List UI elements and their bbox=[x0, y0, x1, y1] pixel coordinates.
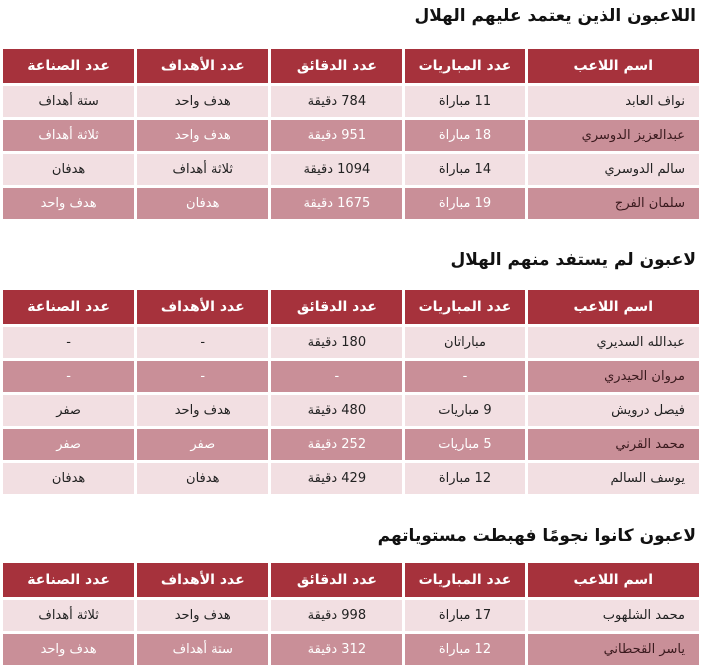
table-row bbox=[3, 154, 699, 185]
cell-assists: ثلاثة أهداف bbox=[3, 120, 134, 151]
cell-goals: ستة أهداف bbox=[137, 634, 268, 665]
cell-matches: 19 مباراة bbox=[405, 188, 524, 219]
header-assists: عدد الصناعة bbox=[3, 49, 134, 83]
table-unused-players bbox=[0, 287, 702, 497]
cell-matches: 12 مباراة bbox=[405, 634, 524, 665]
cell-minutes: 1094 دقيقة bbox=[271, 154, 402, 185]
cell-minutes: 480 دقيقة bbox=[271, 395, 402, 426]
cell-matches: 12 مباراة bbox=[405, 463, 524, 494]
cell-matches: - bbox=[405, 361, 524, 392]
cell-assists: - bbox=[3, 361, 134, 392]
cell-player-name: ياسر القحطاني bbox=[528, 634, 700, 665]
cell-player-name: مروان الحيدري bbox=[528, 361, 700, 392]
cell-assists: هدفان bbox=[3, 154, 134, 185]
header-row bbox=[3, 290, 699, 324]
cell-goals: هدف واحد bbox=[137, 600, 268, 631]
header-matches: عدد المباريات bbox=[405, 563, 524, 597]
cell-goals: ثلاثة أهداف bbox=[137, 154, 268, 185]
cell-player-name: محمد القرني bbox=[528, 429, 700, 460]
cell-matches: 9 مباريات bbox=[405, 395, 524, 426]
section-3-title: لاعبون كانوا نجومًا فهبطت مستوياتهم bbox=[377, 526, 696, 546]
table-row bbox=[3, 463, 699, 494]
cell-goals: صفر bbox=[137, 429, 268, 460]
cell-goals: هدف واحد bbox=[137, 86, 268, 117]
header-matches: عدد المباريات bbox=[405, 290, 524, 324]
cell-assists: - bbox=[3, 327, 134, 358]
cell-goals: - bbox=[137, 361, 268, 392]
header-row bbox=[3, 563, 699, 597]
table-row bbox=[3, 188, 699, 219]
section-1-title: اللاعبون الذين يعتمد عليهم الهلال bbox=[414, 6, 696, 26]
cell-minutes: 784 دقيقة bbox=[271, 86, 402, 117]
cell-minutes: 429 دقيقة bbox=[271, 463, 402, 494]
cell-assists: صفر bbox=[3, 395, 134, 426]
header-goals: عدد الأهداف bbox=[137, 49, 268, 83]
header-goals: عدد الأهداف bbox=[137, 563, 268, 597]
cell-goals: - bbox=[137, 327, 268, 358]
cell-minutes: - bbox=[271, 361, 402, 392]
header-assists: عدد الصناعة bbox=[3, 290, 134, 324]
table-row bbox=[3, 429, 699, 460]
cell-assists: صفر bbox=[3, 429, 134, 460]
table-row bbox=[3, 395, 699, 426]
header-matches: عدد المباريات bbox=[405, 49, 524, 83]
table-row bbox=[3, 600, 699, 631]
cell-goals: هدفان bbox=[137, 463, 268, 494]
cell-goals: هدف واحد bbox=[137, 395, 268, 426]
cell-player-name: سالم الدوسري bbox=[528, 154, 700, 185]
cell-minutes: 252 دقيقة bbox=[271, 429, 402, 460]
cell-assists: ستة أهداف bbox=[3, 86, 134, 117]
header-goals: عدد الأهداف bbox=[137, 290, 268, 324]
cell-player-name: سلمان الفرج bbox=[528, 188, 700, 219]
cell-matches: 11 مباراة bbox=[405, 86, 524, 117]
cell-player-name: عبدالعزيز الدوسري bbox=[528, 120, 700, 151]
header-minutes: عدد الدقائق bbox=[271, 290, 402, 324]
cell-player-name: محمد الشلهوب bbox=[528, 600, 700, 631]
table-row bbox=[3, 361, 699, 392]
cell-minutes: 180 دقيقة bbox=[271, 327, 402, 358]
cell-matches: 18 مباراة bbox=[405, 120, 524, 151]
header-player-name: اسم اللاعب bbox=[528, 563, 700, 597]
table-key-players bbox=[0, 46, 702, 222]
table-row bbox=[3, 120, 699, 151]
cell-minutes: 1675 دقيقة bbox=[271, 188, 402, 219]
cell-player-name: يوسف السالم bbox=[528, 463, 700, 494]
table-declined-players bbox=[0, 560, 702, 668]
cell-assists: هدفان bbox=[3, 463, 134, 494]
cell-matches: 17 مباراة bbox=[405, 600, 524, 631]
section-2-title: لاعبون لم يستفد منهم الهلال bbox=[450, 250, 696, 270]
cell-minutes: 951 دقيقة bbox=[271, 120, 402, 151]
cell-goals: هدفان bbox=[137, 188, 268, 219]
header-player-name: اسم اللاعب bbox=[528, 49, 700, 83]
header-assists: عدد الصناعة bbox=[3, 563, 134, 597]
cell-goals: هدف واحد bbox=[137, 120, 268, 151]
cell-assists: ثلاثة أهداف bbox=[3, 600, 134, 631]
table-row bbox=[3, 634, 699, 665]
table-row bbox=[3, 86, 699, 117]
cell-minutes: 312 دقيقة bbox=[271, 634, 402, 665]
header-row bbox=[3, 49, 699, 83]
header-minutes: عدد الدقائق bbox=[271, 49, 402, 83]
cell-assists: هدف واحد bbox=[3, 188, 134, 219]
cell-matches: 14 مباراة bbox=[405, 154, 524, 185]
cell-player-name: عبدالله السديري bbox=[528, 327, 700, 358]
cell-matches: 5 مباريات bbox=[405, 429, 524, 460]
cell-player-name: نواف العابد bbox=[528, 86, 700, 117]
cell-assists: هدف واحد bbox=[3, 634, 134, 665]
table-row bbox=[3, 327, 699, 358]
header-player-name: اسم اللاعب bbox=[528, 290, 700, 324]
cell-minutes: 998 دقيقة bbox=[271, 600, 402, 631]
header-minutes: عدد الدقائق bbox=[271, 563, 402, 597]
cell-player-name: فيصل درويش bbox=[528, 395, 700, 426]
cell-matches: مباراتان bbox=[405, 327, 524, 358]
